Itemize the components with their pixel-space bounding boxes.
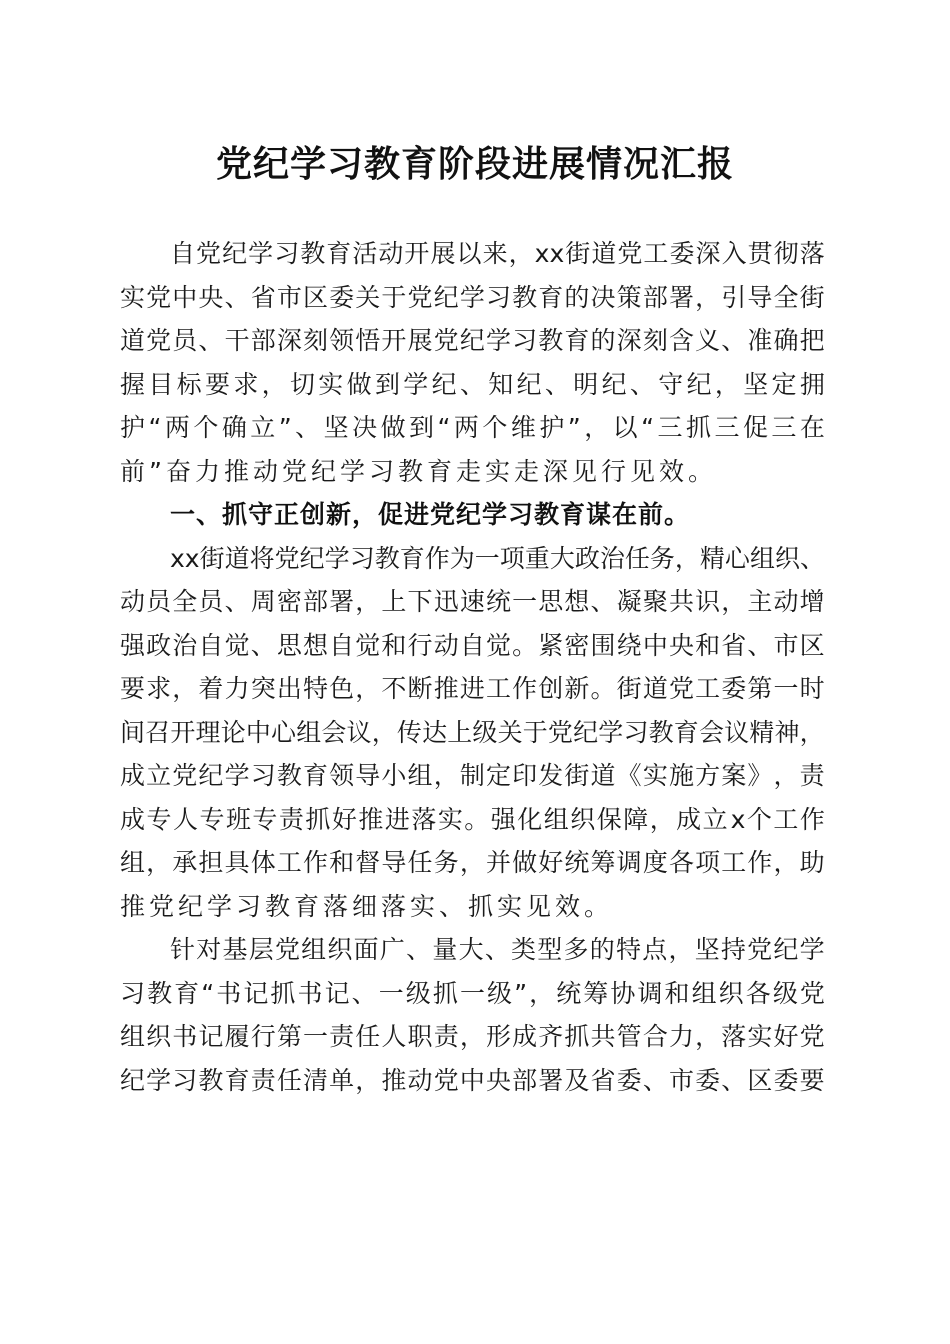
section-heading-1: 一、抓守正创新，促进党纪学习教育谋在前。 (170, 500, 691, 529)
paragraph-2-line-5: 间 召 开 理 论 中 心 组 会 议 ， 传 达 上 级 关 于 党 纪 学 习 教 育 会 议 精 神 ， (120, 717, 825, 747)
paragraph-1-line-2: 实 党 中 央 、 省 市 区 委 关 于 党 纪 学 习 教 育 的 决 策 部 署 ， 引 导 全 街 (120, 282, 825, 312)
paragraph-2-line-6: 成 立 党 纪 学 习 教 育 领 导 小 组 ， 制 定 印 发 街 道 《 实 施 方 案 》 ， 责 (120, 761, 825, 790)
paragraph-2-line-1: xx 街 道 将 党 纪 学 习 教 育 作 为 一 项 重 大 政 治 任 务 ， 精 心 组 织 、 (170, 543, 825, 573)
paragraph-2-line-8: 组 ， 承 担 具 体 工 作 和 督 导 任 务 ， 并 做 好 统 筹 调 度 各 项 工 作 ， 助 (120, 848, 825, 877)
paragraph-3-line-3: 组 织 书 记 履 行 第 一 责 任 人 职 责 ， 形 成 齐 抓 共 管 合 力 ， 落 实 好 党 (120, 1022, 825, 1051)
paragraph-2-line-3: 强 政 治 自 觉 、 思 想 自 觉 和 行 动 自 觉 。 紧 密 围 绕 中 央 和 省 、 市 区 (120, 630, 825, 660)
paragraph-3-line-1: 针 对 基 层 党 组 织 面 广 、 量 大 、 类 型 多 的 特 点 ， 坚 持 党 纪 学 (170, 935, 825, 964)
paragraph-2-line-4: 要 求 ， 着 力 突 出 特 色 ， 不 断 推 进 工 作 创 新 。 街 道 党 工 委 第 一 时 (120, 674, 825, 703)
paragraph-2-line-2: 动 员 全 员 、 周 密 部 署 ， 上 下 迅 速 统 一 思 想 、 凝 聚 共 识 ， 主 动 增 (120, 587, 825, 616)
document-body (120, 232, 825, 1102)
paragraph-1-line-1: 自 党 纪 学 习 教 育 活 动 开 展 以 来 ， xx 街 道 党 工 委 深 入 贯 彻 落 (170, 239, 825, 268)
paragraph-1-line-4: 握 目 标 要 求 ， 切 实 做 到 学 纪 、 知 纪 、 明 纪 、 守 纪 ， 坚 定 拥 (120, 369, 825, 399)
paragraph-1-line-3: 道 党 员 、 干 部 深 刻 领 悟 开 展 党 纪 学 习 教 育 的 深 刻 含 义 、 准 确 把 (120, 326, 825, 355)
paragraph-3-line-2: 习 教 育 “ 书 记 抓 书 记 、 一 级 抓 一 级 ” ， 统 筹 协 调 和 组 织 各 级 党 (120, 978, 825, 1008)
paragraph-1-line-6: 前”奋力推动党纪学习教育走实走深见行见效。 (120, 456, 717, 486)
paragraph-3-line-4: 纪 学 习 教 育 责 任 清 单 ， 推 动 党 中 央 部 署 及 省 委 、 市 委 、 区 委 要 (120, 1065, 825, 1095)
document-title: 党纪学习教育阶段进展情况汇报 (215, 143, 734, 185)
paragraph-2-line-9: 推党纪学习教育落细落实、抓实见效。 (120, 891, 614, 921)
paragraph-1-line-5: 护 “ 两 个 确 立 ” 、 坚 决 做 到 “ 两 个 维 护 ” ， 以 “ 三 抓 三 促 三 在 (120, 413, 825, 442)
paragraph-2-line-7: 成 专 人 专 班 专 责 抓 好 推 进 落 实 。 强 化 组 织 保 障 ， 成 立 x 个 工 作 (120, 804, 825, 834)
